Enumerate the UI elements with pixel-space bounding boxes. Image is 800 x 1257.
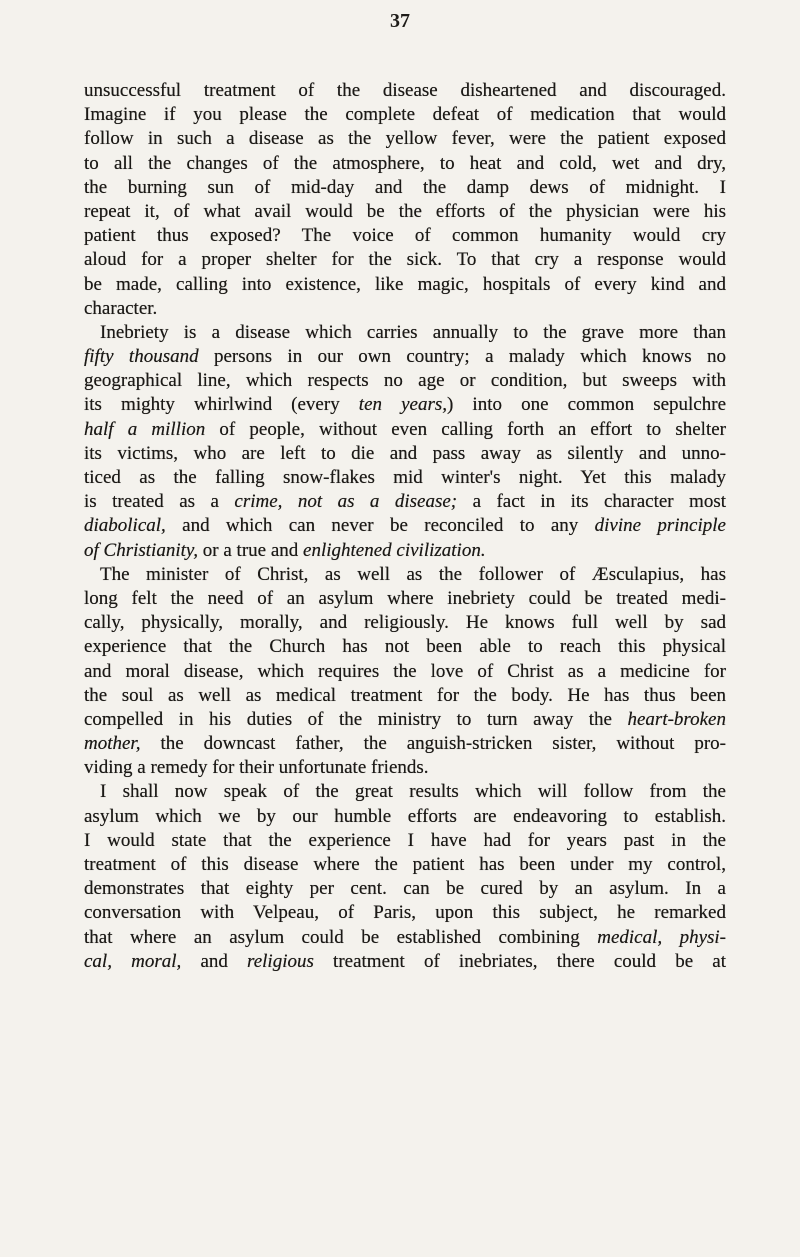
italic-text: divine principle bbox=[594, 515, 726, 537]
text-run: treatment of inebriates, there could be at bbox=[313, 950, 726, 972]
text-line bbox=[84, 587, 726, 611]
italic-text: cal, bbox=[84, 950, 112, 972]
text-run: be made, calling into existence, like magic, hospitals of every kind and bbox=[84, 273, 726, 295]
text-line bbox=[84, 950, 726, 974]
text-run: and bbox=[181, 950, 248, 972]
text-run: ) into one common sepulchre bbox=[447, 394, 726, 416]
text-line bbox=[84, 853, 726, 877]
italic-text: ten years, bbox=[358, 394, 448, 416]
text-line bbox=[84, 660, 726, 684]
text-run: the downcast father, the anguish-stricken sister, without pro- bbox=[140, 733, 726, 755]
text-line bbox=[84, 490, 726, 514]
text-run: a fact in its character most bbox=[457, 491, 726, 513]
text-run: I would state that the experience I have had for years past in the bbox=[84, 829, 726, 851]
text-line bbox=[84, 224, 726, 248]
text-line bbox=[84, 514, 726, 538]
text-run: or a true and bbox=[198, 539, 304, 561]
text-line bbox=[84, 418, 726, 442]
text-line bbox=[84, 466, 726, 490]
text-line bbox=[84, 273, 726, 297]
text-run: repeat it, of what avail would be the efforts of the physician were his bbox=[84, 200, 726, 222]
italic-text: diabolical, bbox=[84, 515, 166, 537]
italic-text: religious bbox=[247, 950, 314, 972]
text-line bbox=[84, 393, 726, 417]
text-run: asylum which we by our humble efforts are endeavoring to establish. bbox=[84, 805, 726, 827]
text-run: Inebriety is a disease which carries annually to the grave more than bbox=[100, 321, 726, 343]
text-run: the soul as well as medical treatment for the body. He has thus been bbox=[84, 684, 726, 706]
text-run: of people, without even calling forth an effort to shelter bbox=[205, 418, 726, 440]
text-run: and which can never be reconciled to any bbox=[165, 515, 595, 537]
italic-text: crime, not as a disease; bbox=[234, 491, 458, 513]
text-line bbox=[84, 321, 726, 345]
italic-text: heart-broken bbox=[627, 708, 726, 730]
text-run: ticed as the falling snow-flakes mid winter's night. Yet this malady bbox=[84, 467, 726, 488]
text-run bbox=[112, 951, 131, 972]
text-line bbox=[84, 829, 726, 853]
text-run: compelled in his duties of the ministry to turn away the bbox=[84, 708, 628, 730]
italic-text: enlightened civilization. bbox=[303, 539, 486, 561]
text-line bbox=[84, 877, 726, 901]
text-line bbox=[84, 297, 726, 321]
text-run: its victims, who are left to die and pass away as silently and unno- bbox=[84, 442, 726, 464]
italic-text: half a million bbox=[84, 418, 206, 440]
italic-text: of Christianity, bbox=[84, 539, 199, 561]
text-line bbox=[84, 539, 726, 563]
text-line bbox=[84, 127, 726, 151]
text-line bbox=[84, 442, 726, 466]
text-run: aloud for a proper shelter for the sick. To that cry a response would bbox=[84, 249, 726, 271]
text-run: is treated as a bbox=[84, 491, 235, 513]
text-line bbox=[84, 684, 726, 708]
text-run: viding a remedy for their unfortunate friends. bbox=[84, 757, 429, 779]
page-number: 37 bbox=[390, 10, 410, 32]
text-run: patient thus exposed? The voice of common humanity would cry bbox=[84, 225, 726, 247]
text-line bbox=[84, 152, 726, 176]
text-run: to all the changes of the atmosphere, to heat and cold, wet and dry, bbox=[84, 152, 726, 174]
text-run: the burning sun of mid-day and the damp dews of midnight. I bbox=[84, 176, 726, 198]
text-line bbox=[84, 780, 726, 804]
text-run: cally, physically, morally, and religiously. He knows full well by sad bbox=[84, 612, 726, 634]
text-run: its mighty whirlwind (every bbox=[84, 394, 359, 416]
text-run: character. bbox=[84, 297, 158, 319]
text-line bbox=[84, 732, 726, 756]
text-run: I shall now speak of the great results which will follow from the bbox=[100, 781, 726, 803]
text-line bbox=[84, 563, 726, 587]
italic-text: moral, bbox=[131, 950, 182, 972]
italic-text: mother, bbox=[84, 733, 141, 755]
text-line bbox=[84, 176, 726, 200]
text-run: long felt the need of an asylum where inebriety could be treated medi- bbox=[84, 587, 726, 609]
text-line bbox=[84, 756, 726, 780]
text-line bbox=[84, 103, 726, 127]
text-run: experience that the Church has not been able to reach this physical bbox=[84, 636, 726, 658]
text-run: that where an asylum could be established combining bbox=[84, 926, 598, 948]
text-run: treatment of this disease where the patient has been under my control, bbox=[84, 854, 726, 875]
text-line bbox=[84, 635, 726, 659]
text-run: demonstrates that eighty per cent. can be cured by an asylum. In a bbox=[84, 878, 726, 900]
text-run: and moral disease, which requires the love of Christ as a medicine for bbox=[84, 660, 726, 682]
italic-text: medical, physi- bbox=[597, 926, 727, 948]
text-line bbox=[84, 901, 726, 925]
text-line bbox=[84, 926, 726, 950]
text-run: Imagine if you please the complete defeat of medication that would bbox=[84, 104, 726, 126]
text-line bbox=[84, 611, 726, 635]
body-text bbox=[84, 79, 726, 974]
text-run: geographical line, which respects no age or condition, but sweeps with bbox=[84, 370, 726, 392]
text-line bbox=[84, 79, 726, 103]
text-line bbox=[84, 369, 726, 393]
text-run: unsuccessful treatment of the disease disheartened and discouraged. bbox=[84, 80, 726, 101]
text-line bbox=[84, 805, 726, 829]
text-run: persons in our own country; a malady which knows no bbox=[198, 346, 726, 368]
text-run: follow in such a disease as the yellow fever, were the patient exposed bbox=[84, 128, 726, 150]
text-run: The minister of Christ, as well as the follower of Æsculapius, has bbox=[100, 563, 726, 585]
text-line bbox=[84, 248, 726, 272]
text-line bbox=[84, 345, 726, 369]
text-line bbox=[84, 200, 726, 224]
text-run: conversation with Velpeau, of Paris, upon this subject, he remarked bbox=[84, 902, 726, 924]
italic-text: fifty thousand bbox=[84, 346, 199, 368]
text-line bbox=[84, 708, 726, 732]
